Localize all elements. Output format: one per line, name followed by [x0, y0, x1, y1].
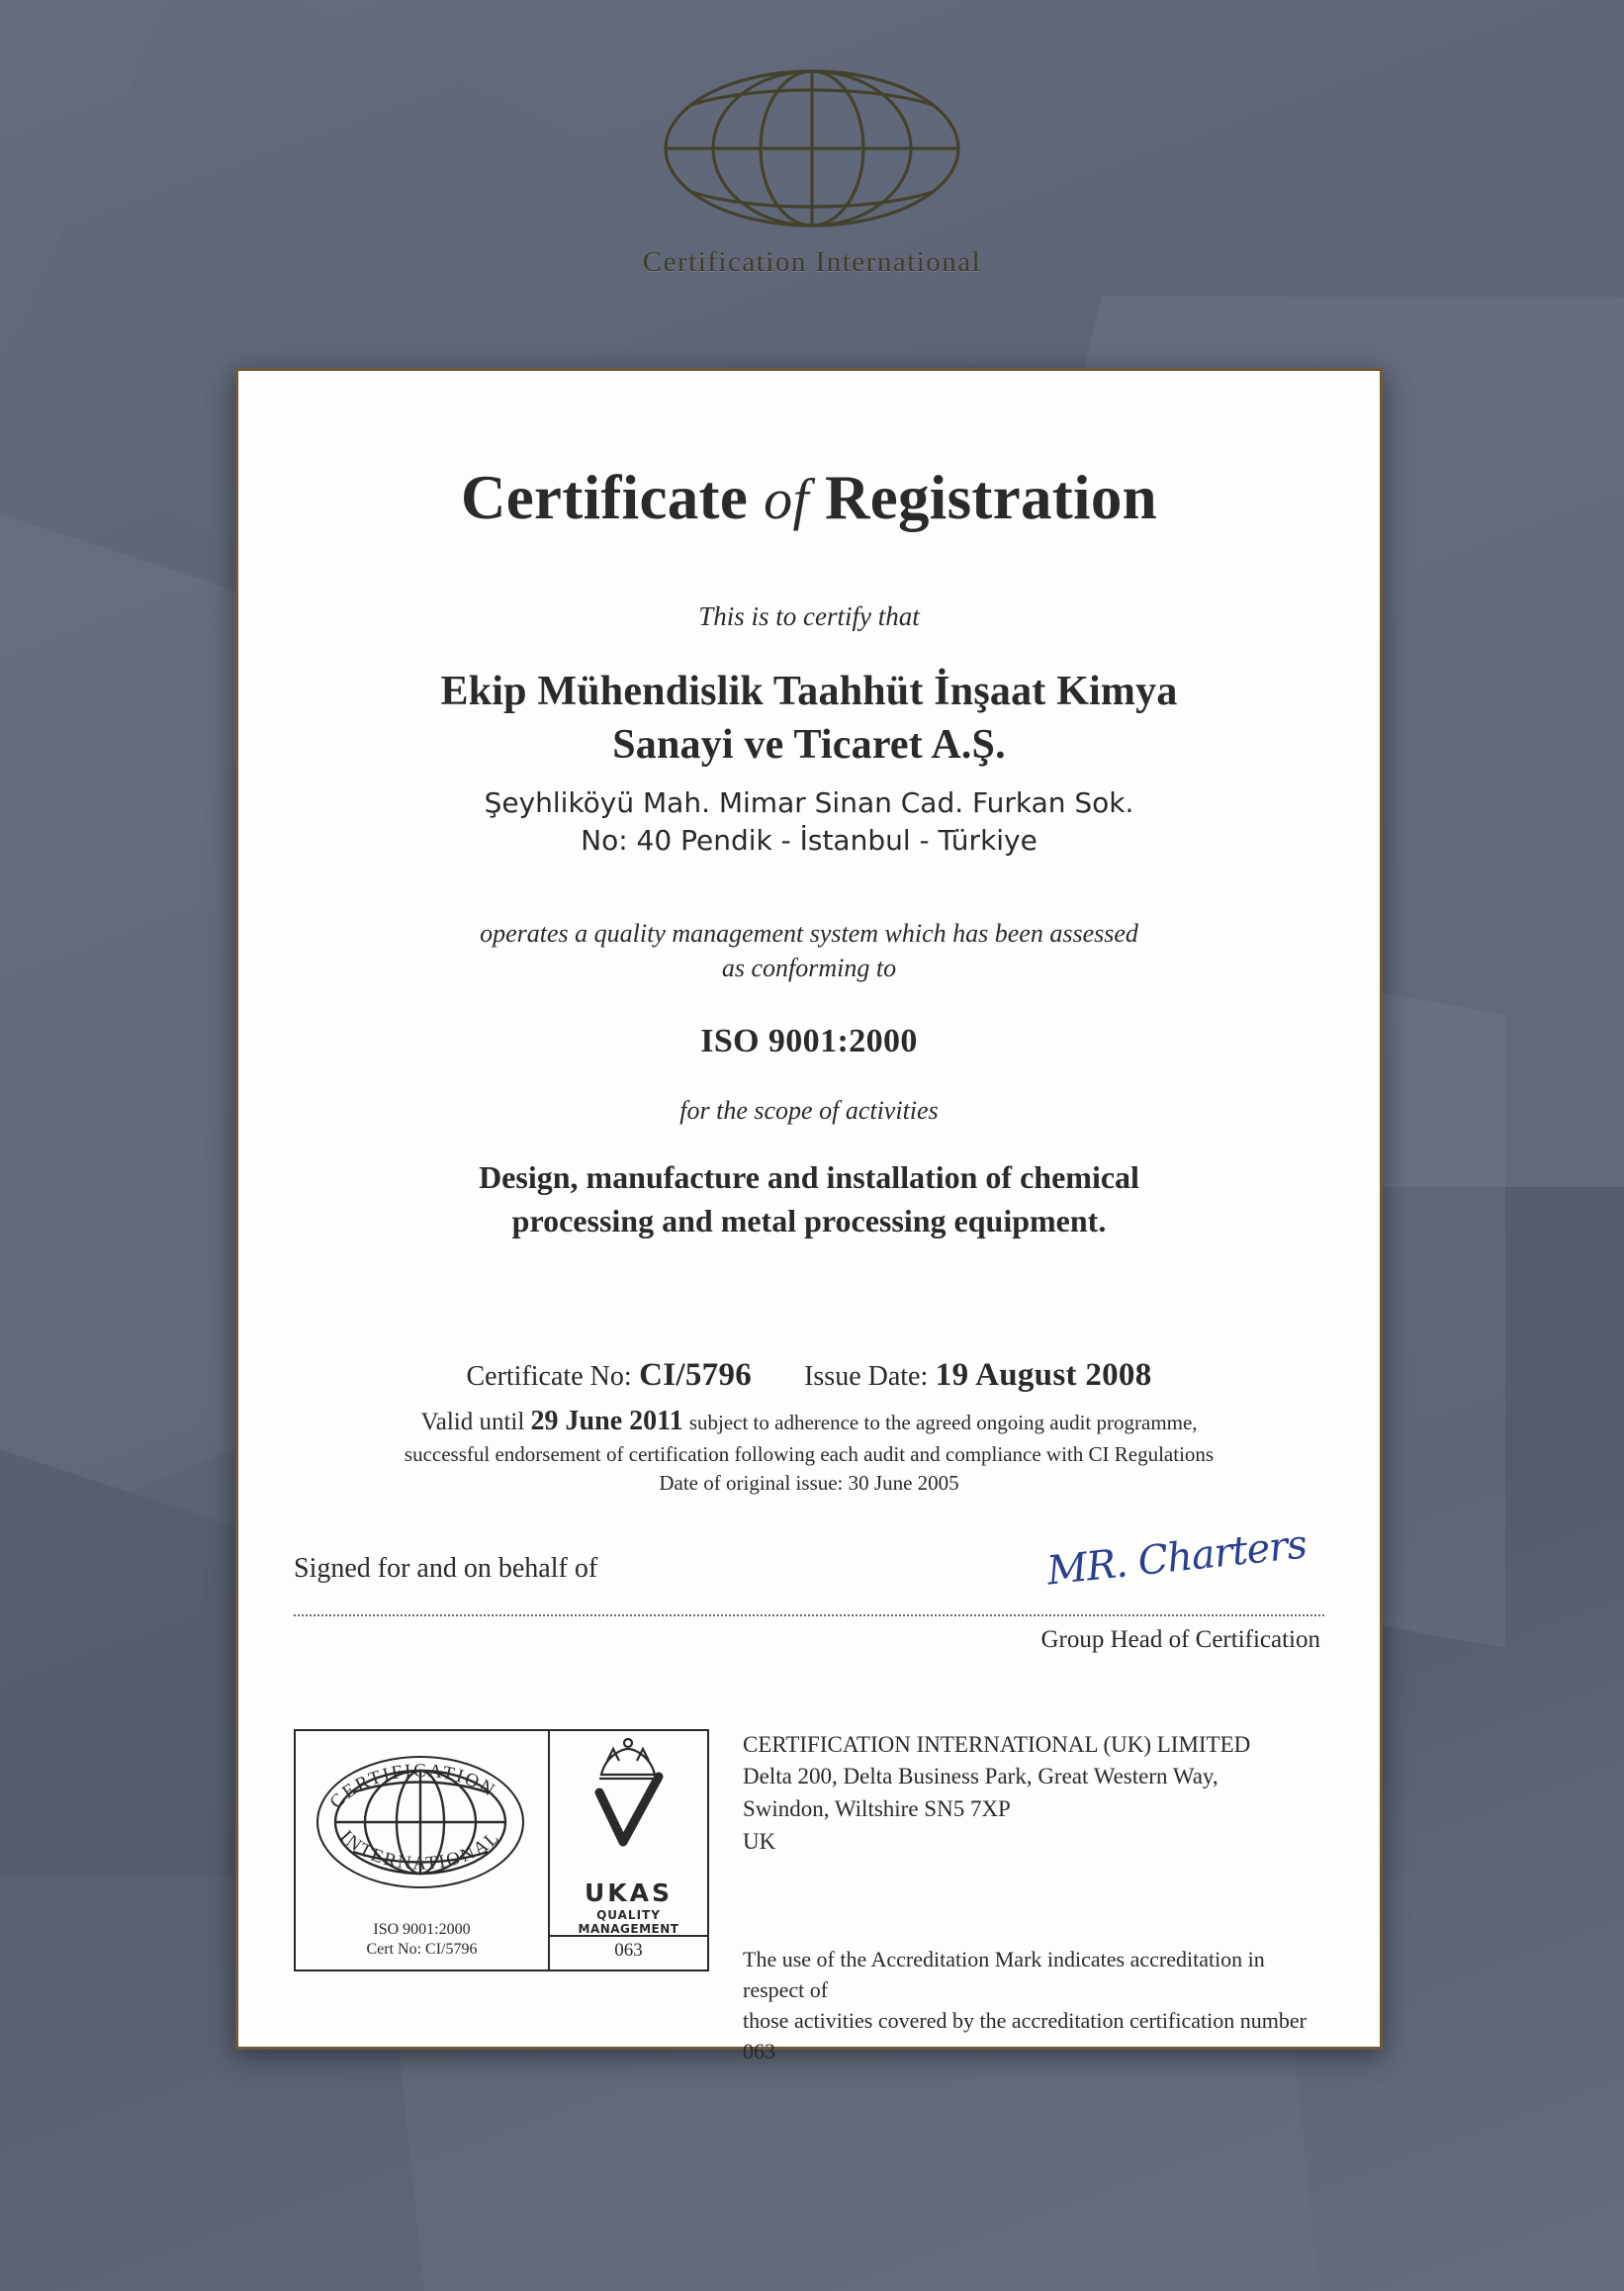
standard-name: ISO 9001:2000: [700, 1022, 918, 1059]
operates-line-1: operates a quality management system which has been assessed: [480, 918, 1138, 948]
scope-of-activities: [294, 1155, 1324, 1242]
organisation-address: [294, 784, 1324, 861]
ci-mark: [296, 1731, 550, 1970]
svg-text:INTERNATIONAL: INTERNATIONAL: [335, 1826, 505, 1875]
ukas-quality: QUALITY: [596, 1907, 661, 1922]
accreditation-note-line-1: The use of the Accreditation Mark indicates accreditation in respect of: [743, 1947, 1265, 2003]
page-title: [294, 462, 1324, 534]
ci-globe-icon: [296, 1731, 546, 1914]
title-main: Certificate: [461, 463, 749, 532]
header: [0, 59, 1624, 279]
ukas-label: [550, 1879, 707, 1936]
organisation-line-2: Sanayi ve Ticaret A.Ş.: [612, 721, 1006, 768]
signatory-role: Group Head of Certification: [1040, 1625, 1320, 1653]
operates-line-2: as conforming to: [721, 953, 897, 982]
certificate-no-value: CI/5796: [639, 1357, 753, 1394]
tick-icon: [599, 1777, 659, 1842]
ci-mark-caption: [296, 1920, 548, 1960]
ci-standard: ISO 9001:2000: [373, 1920, 471, 1938]
operates-statement: [294, 916, 1324, 985]
ukas-number: 063: [550, 1935, 707, 1962]
company-address-1: Delta 200, Delta Business Park, Great Western Way,: [743, 1764, 1218, 1789]
address-line-2: No: 40 Pendik - İstanbul - Türkiye: [581, 824, 1038, 858]
ci-cert-no: Cert No: CI/5796: [366, 1940, 478, 1958]
scope-line-2: processing and metal processing equipment.: [511, 1203, 1107, 1239]
footer: [294, 1729, 1324, 2067]
svg-text:CERTIFICATION: CERTIFICATION: [325, 1760, 500, 1813]
scope-label: for the scope of activities: [679, 1095, 939, 1125]
valid-prefix: Valid until: [420, 1409, 525, 1436]
company-address-3: UK: [743, 1828, 776, 1854]
validity-line: [294, 1404, 1324, 1439]
company-address-2: Swindon, Wiltshire SN5 7XP: [743, 1795, 1011, 1821]
certificate-sheet: [235, 368, 1383, 2063]
certificate-details: [294, 1357, 1324, 1394]
signature: MR. Charters: [1044, 1521, 1308, 1595]
issue-date-label: Issue Date:: [804, 1361, 929, 1393]
certificate-no-label: Certificate No:: [466, 1361, 632, 1393]
signed-for-label: Signed for and on behalf of: [294, 1552, 598, 1584]
organisation-line-1: Ekip Mühendislik Taahhüt İnşaat Kimya: [440, 669, 1178, 714]
accreditation-note-line-2: those activities covered by the accreditation certification number 063: [743, 2007, 1307, 2063]
company-block: [709, 1729, 1324, 2067]
accreditation-note: [743, 1945, 1324, 2066]
title-of: of: [764, 467, 809, 531]
original-issue-date: Date of original issue: 30 June 2005: [659, 1470, 959, 1495]
issue-date-value: 19 August 2008: [935, 1357, 1152, 1394]
accreditation-marks: [294, 1729, 709, 1971]
certify-line: This is to certify that: [698, 601, 920, 631]
scope-line-1: Design, manufacture and installation of chemical: [479, 1158, 1139, 1195]
globe-grid-icon: [654, 59, 970, 242]
address-line-1: Şeyhliköyü Mah. Mimar Sinan Cad. Furkan Sok.: [484, 785, 1134, 819]
ukas-mark: [550, 1731, 707, 1970]
signature-row: [294, 1521, 1324, 1612]
crown-icon: [550, 1731, 706, 1879]
brand-title: Certification International: [642, 246, 982, 278]
valid-suffix: subject to adherence to the agreed ongoing audit programme,: [688, 1411, 1198, 1435]
title-tail: Registration: [824, 463, 1157, 532]
valid-date: 29 June 2011: [530, 1406, 683, 1437]
ukas-management: MANAGEMENT: [578, 1921, 679, 1936]
validity-line-2: successful endorsement of certification following each audit and compliance with CI Regulations: [404, 1441, 1215, 1466]
company-name: CERTIFICATION INTERNATIONAL (UK) LIMITED: [743, 1731, 1251, 1757]
ukas-name: UKAS: [584, 1878, 674, 1907]
signature-divider: [294, 1614, 1324, 1616]
organisation-name: [294, 666, 1324, 773]
